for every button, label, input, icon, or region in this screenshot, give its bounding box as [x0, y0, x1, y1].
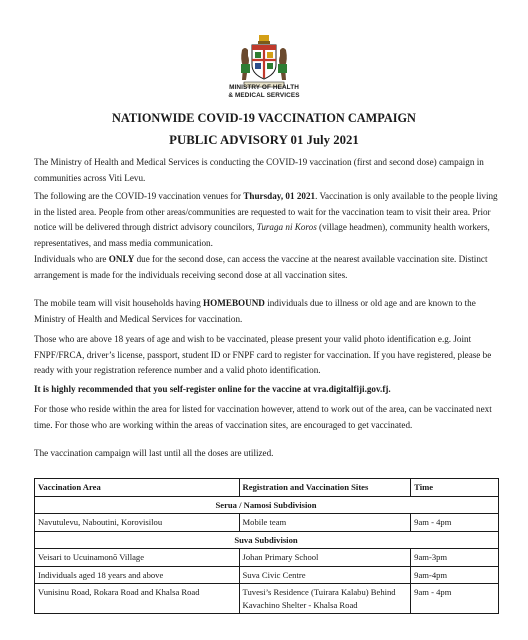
cell-area: Individuals aged 18 years and above [35, 566, 240, 584]
paragraph-self-register: It is highly recommended that you self-register online for the vaccine at vra.digitalfiji.gov.fj. [34, 384, 391, 394]
cell-site: Mobile team [239, 514, 411, 532]
section-row [35, 496, 499, 514]
cell-time: 9am-4pm [411, 566, 499, 584]
vaccination-venues-table [34, 478, 499, 614]
paragraph-identification: Those who are above 18 years of age and wish to be vaccinated, please present your valid photo identification e.g. Joint FNPF/FRCA, driver’s license, passport, student ID or FNPF card to register for vaccination. If you have registered, please be ready with your registration reference number and a valid photo identification. [34, 334, 492, 376]
ministry-line-1: MINISTRY OF HEALTH [229, 84, 299, 91]
section-serua-namosi: Serua / Namosi Subdivision [35, 496, 499, 514]
cell-site: Suva Civic Centre [239, 566, 411, 584]
ministry-line-2: & MEDICAL SERVICES [228, 92, 300, 99]
table-header-row [35, 479, 499, 497]
cell-site: Tuvesi’s Residence (Tuirara Kalabu) Behind Kavachino Shelter - Khalsa Road [239, 584, 411, 614]
table-row [35, 584, 499, 614]
paragraph-residents: For those who reside within the area for listed for vaccination however, attend to work out of the area, can be vaccinated next time. For those who are working within the areas of vaccination sites, are encouraged to get vaccinated. [34, 404, 492, 430]
paragraph-intro: The Ministry of Health and Medical Services is conducting the COVID-19 vaccination (first and second dose) campaign in communities across Viti Levu. [34, 157, 484, 183]
ministry-name [0, 84, 528, 100]
cell-area: Navutulevu, Naboutini, Korovisilou [35, 514, 240, 532]
paragraph-venues: The following are the COVID-19 vaccination venues for Thursday, 01 2021. Vaccination is only available to the people living in the listed area. People from other areas/communities are requested to wait for the vaccination team to visit their area. Prior notice will be delivered through district advisory councilors, Turaga ni Koros (village headmen), community health workers, representatives, and mass media communication. [34, 191, 498, 248]
paragraph-homebound: The mobile team will visit households having HOMEBOUND individuals due to illness or old age and are known to the Ministry of Health and Medical Services for vaccination. [34, 298, 476, 324]
cell-time: 9am-3pm [411, 549, 499, 567]
cell-area: Vunisinu Road, Rokara Road and Khalsa Road [35, 584, 240, 614]
cell-site: Johan Primary School [239, 549, 411, 567]
header-time: Time [411, 479, 499, 497]
table-row [35, 566, 499, 584]
header-sites: Registration and Vaccination Sites [239, 479, 411, 497]
cell-time: 9am - 4pm [411, 514, 499, 532]
cell-area: Veisari to Ucuinamonō Village [35, 549, 240, 567]
cell-time: 9am - 4pm [411, 584, 499, 614]
campaign-title: NATIONWIDE COVID-19 VACCINATION CAMPAIGN [112, 111, 416, 125]
advisory-subtitle: PUBLIC ADVISORY 01 July 2021 [169, 133, 359, 147]
header-vaccination-area: Vaccination Area [35, 479, 240, 497]
paragraph-second-dose: Individuals who are ONLY due for the second dose, can access the vaccine at the nearest available vaccination site. Distinct arrangement is made for the individuals receiving second dose at all vaccination sites. [34, 254, 488, 280]
section-suva: Suva Subdivision [35, 531, 499, 549]
table-row [35, 514, 499, 532]
section-row [35, 531, 499, 549]
paragraph-duration: The vaccination campaign will last until all the doses are utilized. [34, 448, 274, 458]
table-row [35, 549, 499, 567]
